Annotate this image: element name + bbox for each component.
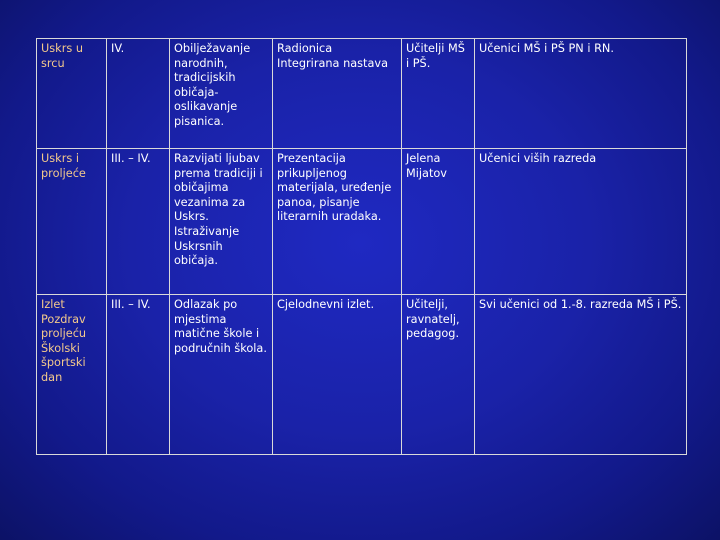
participants-cell: Svi učenici od 1.-8. razreda MŠ i PŠ. [475,295,687,455]
activity-description-cell: Obilježavanje narodnih, tradicijskih običaja- oslikavanje pisanica. [170,39,273,149]
table-row [37,149,687,295]
method-cell: Radionica Integrirana nastava [273,39,402,149]
participants-cell: Učenici viših razreda [475,149,687,295]
time-cell: IV. [107,39,170,149]
activity-name-cell: Uskrs u srcu [37,39,107,149]
activity-name-cell: Uskrs i proljeće [37,149,107,295]
lead-cell: Učitelji, ravnatelj, pedagog. [402,295,475,455]
activity-description-cell: Razvijati ljubav prema tradiciji i običajima vezanima za Uskrs. Istraživanje Uskrsnih običaja. [170,149,273,295]
method-cell: Cjelodnevni izlet. [273,295,402,455]
time-cell: III. – IV. [107,149,170,295]
table-row [37,39,687,149]
participants-cell: Učenici MŠ i PŠ PN i RN. [475,39,687,149]
activity-description-cell: Odlazak po mjestima matične škole i područnih škola. [170,295,273,455]
method-cell: Prezentacija prikupljenog materijala, uređenje panoa, pisanje literarnih uradaka. [273,149,402,295]
activities-table [36,38,687,455]
table-row [37,295,687,455]
time-cell: III. – IV. [107,295,170,455]
lead-cell: Jelena Mijatov [402,149,475,295]
lead-cell: Učitelji MŠ i PŠ. [402,39,475,149]
activity-name-cell: Izlet Pozdrav proljeću Školski športski dan [37,295,107,455]
